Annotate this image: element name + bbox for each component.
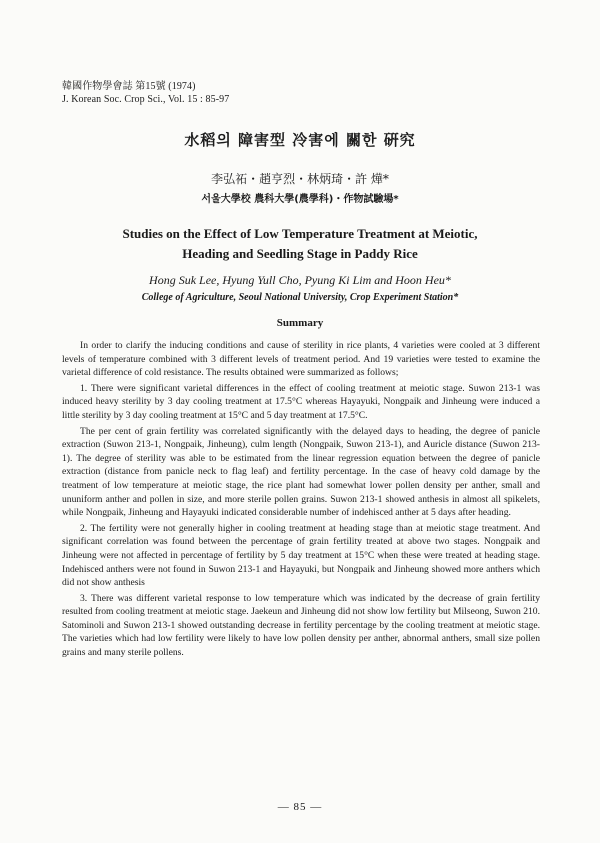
summary-paragraph-2: 2. The fertility were not generally higher in cooling treatment at heading stage than at meiotic stage treatment. And significant correlation was found between the percentage of grain fertility treated at above two stages. Nongpaik and Jinheung were not affected in percentage of fertility by 5 day treatment at 15°C when these were treated at heading stage. Indehisced anthers were not found in Suwon 213-1 and Hayayuki, but Nongpaik and Jinheung showed more anthers which did not show anthesis xyxy=(62,522,540,589)
summary-paragraph-1-continued: The per cent of grain fertility was correlated significantly with the delayed days to heading, the degree of panicle extraction (Suwon 213-1, Nongpaik, Jinheung), culm length (Nongpaik, Suwon 213-1), and Auricle distance (Suwon 213-1). The degree of sterility was able to be estimated from the linear regression equation between the degree of panicle extraction (distance from panicle neck to flag leaf) and fertility percentage. In the case of heavy cold damage by the treatment of low temperature at meiotic stage, the rice plant had somewhat lower pollen density per anther, small and ununiform anther and pollen in size, and more sterile pollen grains. Suwon 213-1 showed anthesis in almost all spikelets, while Nongpaik, Jinheung and Hayayuki indicated considerable number of indehisced anther at 5 days after heading. xyxy=(62,425,540,519)
page-number: — 85 — xyxy=(277,801,323,813)
paper-title-english xyxy=(0,224,600,264)
journal-citation xyxy=(62,80,229,106)
summary-paragraph-intro: In order to clarify the inducing conditions and cause of sterility in rice plants, 4 varieties were cooled at 3 different levels of temperature combined with 3 different levels of treatment period. And 19 varieties were tested to examine the varietal difference of cold resistance. The results obtained were summarized as follows; xyxy=(62,340,540,379)
summary-body xyxy=(62,339,540,662)
authors-english: Hong Suk Lee, Hyung Yull Cho, Pyung Ki Lim and Hoon Heu* xyxy=(149,273,451,287)
summary-paragraph-1: 1. There were significant varietal differences in the effect of cooling treatment at meiotic stage. Suwon 213-1 was induced heavy sterility by 3 day cooling treatment at 17.5°C whereas Hayayuki, Nongpaik and Jinheung were induced a little sterility by 3 day cooling treatment at 15°C and 5 day treatment at 17.5°C. xyxy=(62,382,540,421)
summary-paragraph-3: 3. There was different varietal response to low temperature which was indicated by the decrease of grain fertility resulted from cooling treatment at meiotic stage. Jaekeun and Jinheung did not show low fertility but Milseong, Suwon 210. Satominoli and Suwon 213-1 showed outstanding decrease in fertility percentage by the cooling treatment at meiotic stage. The varieties which had low fertility were likely to have low pollen density per anther, abnormal anthers, small size pollen grains and many sterile pollens. xyxy=(62,592,540,659)
journal-citation-english: J. Korean Soc. Crop Sci., Vol. 15 : 85-97 xyxy=(62,94,230,105)
journal-citation-korean: 韓國作物學會誌 第15號 (1974) xyxy=(62,81,196,92)
affiliation-english: College of Agriculture, Seoul National University, Crop Experiment Station* xyxy=(141,292,459,303)
affiliation-korean: 서울大學校 農科大學(農學科)・作物試驗場* xyxy=(201,194,399,205)
authors-korean: 李弘祏・趙亨烈・林炳琦・許 燁* xyxy=(211,172,389,186)
summary-heading: Summary xyxy=(276,317,324,329)
paper-title-korean: 水稻의 障害型 冷害에 關한 硏究 xyxy=(184,131,416,149)
paper-title-english-line2: Heading and Seedling Stage in Paddy Rice xyxy=(182,246,418,261)
paper-title-english-line1: Studies on the Effect of Low Temperature Treatment at Meiotic, xyxy=(122,226,478,241)
